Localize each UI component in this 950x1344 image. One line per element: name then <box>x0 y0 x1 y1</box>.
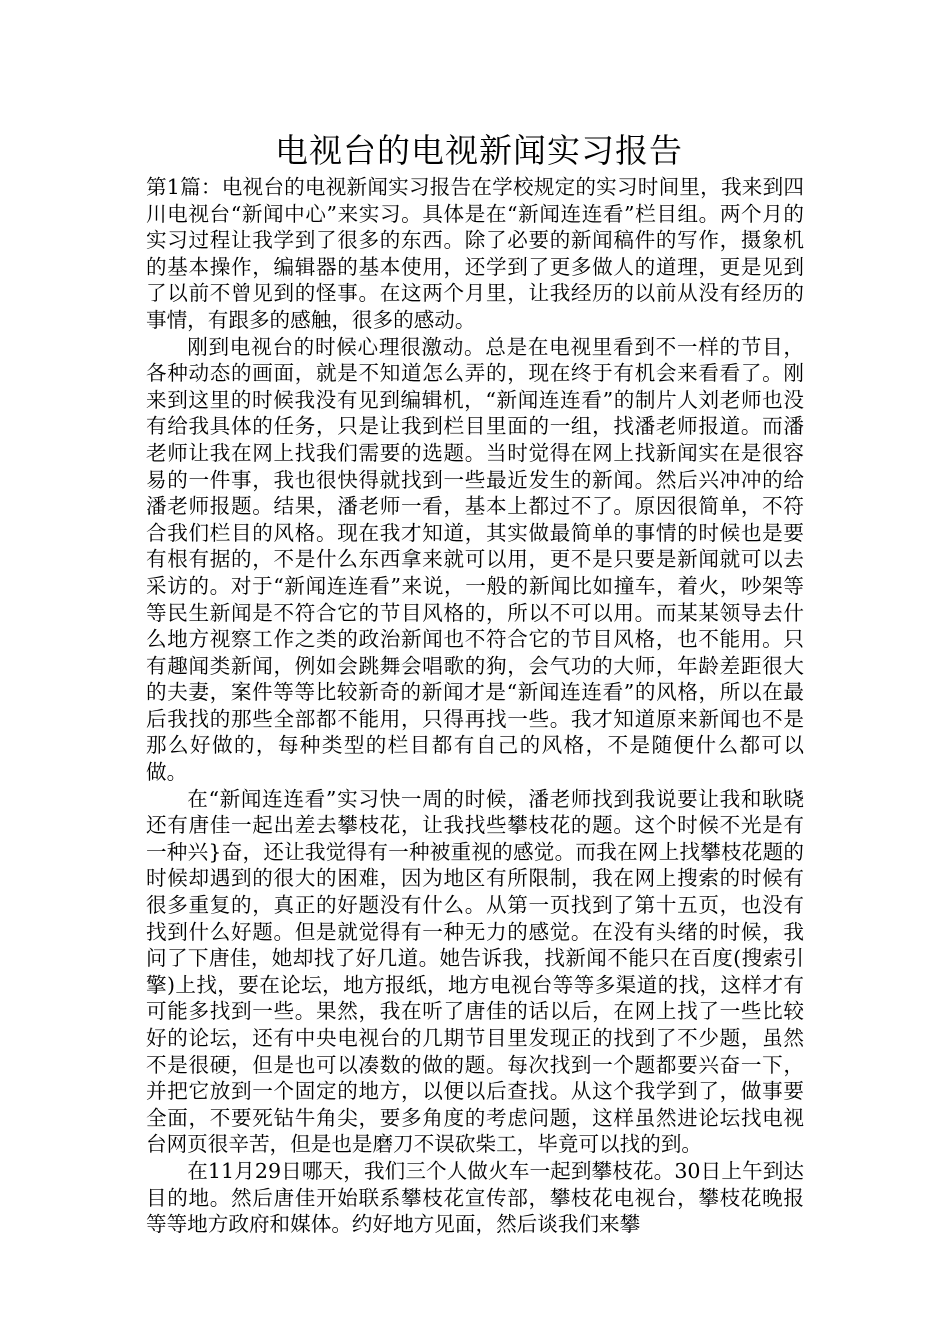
paragraph-2: 刚到电视台的时候心理很激动。总是在电视里看到不一样的节目，各种动态的画面，就是不知道怎么弄的，现在终于有机会来看看了。刚来到这里的时候我没有见到编辑机，“新闻连连看”的制片人刘老师也没有给我具体的任务，只是让我到栏目里面的一组，找潘老师报道。而潘老师让我在网上找我们需要的选题。当时觉得在网上找新闻实在是很容易的一件事，我也很快得就找到一些最近发生的新闻。然后兴冲冲的给潘老师报题。结果，潘老师一看，基本上都过不了。原因很简单，不符合我们栏目的风格。现在我才知道，其实做最简单的事情的时候也是要有根有据的，不是什么东西拿来就可以用，更不是只要是新闻就可以去采访的。对于“新闻连连看”来说，一般的新闻比如撞车，着火，吵架等等民生新闻是不符合它的节目风格的，所以不可以用。而某某领导去什么地方视察工作之类的政治新闻也不符合它的节目风格，也不能用。只有趣闻类新闻，例如会跳舞会唱歌的狗，会气功的大师，年龄差距很大的夫妻，案件等等比较新奇的新闻才是“新闻连连看”的风格，所以在最后我找的那些全部都不能用，只得再找一些。我才知道原来新闻也不是那么好做的，每种类型的栏目都有自己的风格，不是随便什么都可以做。 <box>146 334 804 785</box>
paragraph-3: 在“新闻连连看”实习快一周的时候，潘老师找到我说要让我和耿晓还有唐佳一起出差去攀枝花，让我找些攀枝花的题。这个时候不光是有一种兴}奋，还让我觉得有一种被重视的感觉。而我在网上找攀枝花题的时候却遇到的很大的困难，因为地区有所限制，我在网上搜索的时候有很多重复的，真正的好题没有什么。从第一页找到了第十五页，也没有找到什么好题。但是就觉得有一种无力的感觉。在没有头绪的时候，我问了下唐佳，她却找了好几道。她告诉我，找新闻不能只在百度(搜索引擎)上找，要在论坛，地方报纸，地方电视台等等多渠道的找，这样才有可能多找到一些。果然，我在听了唐佳的话以后，在网上找了一些比较好的论坛，还有中央电视台的几期节目里发现正的找到了不少题，虽然不是很硬，但是也可以凑数的做的题。每次找到一个题都要兴奋一下，并把它放到一个固定的地方，以便以后查找。从这个我学到了，做事要全面，不要死钻牛角尖，要多角度的考虑问题，这样虽然进论坛找电视台网页很辛苦，但是也是磨刀不误砍柴工，毕竟可以找的到。 <box>146 786 804 1157</box>
document-page <box>146 128 804 1238</box>
paragraph-4: 在11月29日哪天，我们三个人做火车一起到攀枝花。30日上午到达目的地。然后唐佳开始联系攀枝花宣传部，攀枝花电视台，攀枝花晚报等等地方政府和媒体。约好地方见面，然后谈我们来攀 <box>146 1158 804 1237</box>
paragraph-1: 第1篇：电视台的电视新闻实习报告在学校规定的实习时间里，我来到四川电视台“新闻中心”来实习。具体是在“新闻连连看”栏目组。两个月的实习过程让我学到了很多的东西。除了必要的新闻稿件的写作，摄象机的基本操作，编辑器的基本使用，还学到了更多做人的道理，更是见到了以前不曾见到的怪事。在这两个月里，让我经历的以前从没有经历的事情，有跟多的感触，很多的感动。 <box>146 175 804 332</box>
document-title: 电视台的电视新闻实习报告 <box>275 131 683 170</box>
